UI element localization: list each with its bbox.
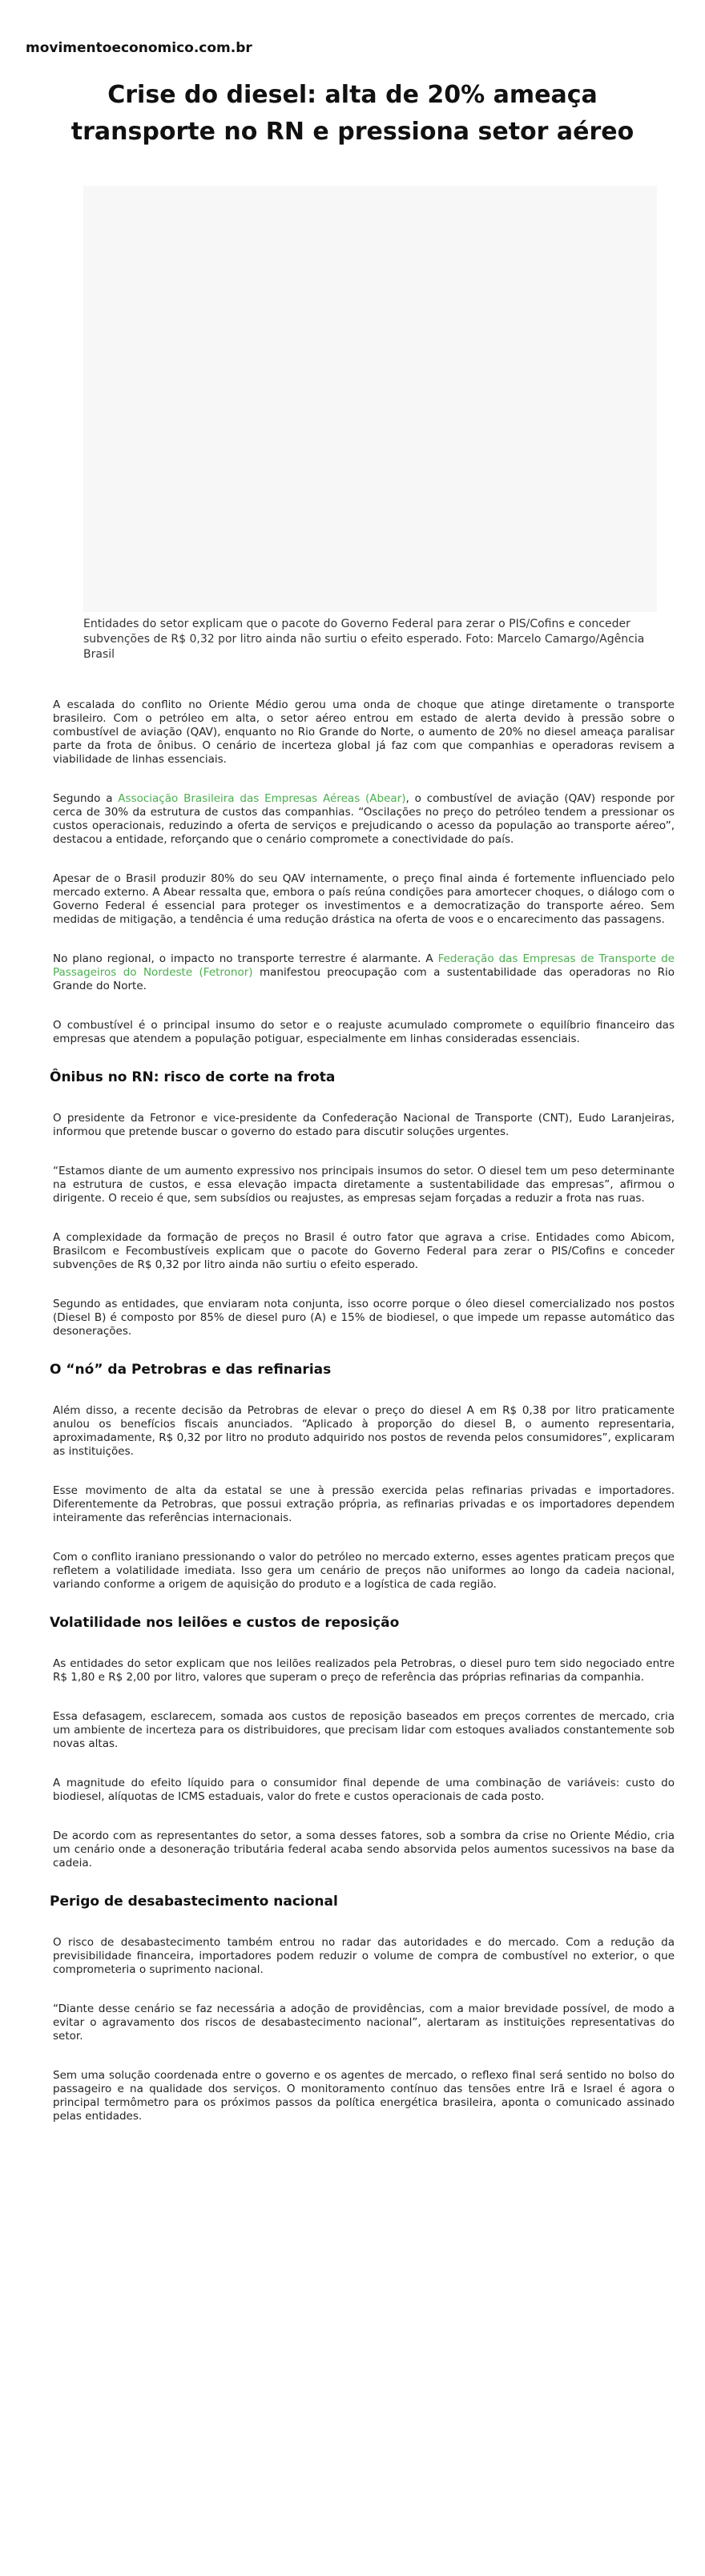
paragraph-text: Segundo a: [53, 792, 119, 805]
article-paragraph: Além disso, a recente decisão da Petrobras de elevar o preço do diesel A em R$ 0,38 por litro praticamente anulou os benefícios fiscais anunciados. “Aplicado à proporção do diesel B, o aumento representaria, aproximadamente, R$ 0,32 por litro no produto adquirido nos postos de revenda pelos consumidores”, explicaram as instituições.: [53, 1404, 675, 1458]
article-paragraph: Segundo as entidades, que enviaram nota conjunta, isso ocorre porque o óleo diesel comercializado nos postos (Diesel B) é composto por 85% de diesel puro (A) e 15% de biodiesel, o que impede um repasse automático das desonerações.: [53, 1298, 675, 1338]
section-heading: Volatilidade nos leilões e custos de reposição: [50, 1615, 400, 1631]
page-title: Crise do diesel: alta de 20% ameaça transporte no RN e pressiona setor aéreo: [70, 81, 634, 146]
abear-link[interactable]: Associação Brasileira das Empresas Aéreas (Abear): [118, 792, 406, 805]
paragraph-text: No plano regional, o impacto no transporte terrestre é alarmante. A: [53, 952, 438, 965]
section-heading: O “nó” da Petrobras e das refinarias: [50, 1362, 332, 1378]
section-heading: Perigo de desabastecimento nacional: [50, 1894, 338, 1910]
article-paragraph: De acordo com as representantes do setor, a soma desses fatores, sob a sombra da crise no Oriente Médio, cria um cenário onde a desoneração tributária federal acaba sendo absorvida pelos aumentos sucessivos na base da cadeia.: [53, 1829, 675, 1870]
article-paragraph: Esse movimento de alta da estatal se une à pressão exercida pelas refinarias privadas e importadores. Diferentemente da Petrobras, que possui extração própria, as refinarias privadas e os importadores dependem inteiramente das referências internacionais.: [53, 1484, 675, 1524]
paragraph-text: manifestou preocupação com a sustentabilidade das operadoras no Rio Grande do Norte.: [53, 966, 675, 992]
article-paragraph: “Estamos diante de um aumento expressivo nos principais insumos do setor. O diesel tem um peso determinante na estrutura de custos, e essa elevação impacta diretamente a sustentabilidade das empresas”, afirmou o dirigente. O receio é que, sem subsídios ou reajustes, as empresas sejam forçadas a reduzir a frota nas ruas.: [53, 1165, 675, 1205]
article-body: [50, 671, 675, 2123]
article-paragraph: [53, 792, 675, 847]
image-caption: Entidades do setor explicam que o pacote do Governo Federal para zerar o PIS/Cofins e conceder subvenções de R$ 0,32 por litro ainda não surtiu o efeito esperado. Foto: Marcelo Camargo/Agência Brasil: [83, 618, 645, 661]
paragraph-text: , o combustível de aviação (QAV) responde por cerca de 30% da estrutura de custos das companhias. “Oscilações no preço do petróleo tendem a pressionar os custos operacionais, reduzindo a oferta de serviços e prejudicando o acesso da população ao transporte aéreo”, destacou a entidade, reforçando que o cenário compromete a conectividade do país.: [53, 792, 675, 846]
article-paragraph: Com o conflito iraniano pressionando o valor do petróleo no mercado externo, esses agentes praticam preços que refletem a volatilidade imediata. Isso gera um cenário de preços não uniformes ao longo da cadeia nacional, variando conforme a origem de aquisição do produto e a logística de cada região.: [53, 1551, 675, 1591]
article-paragraph: O risco de desabastecimento também entrou no radar das autoridades e do mercado. Com a redução da previsibilidade financeira, importadores podem reduzir o volume de compra de combustível no exterior, o que comprometeria o suprimento nacional.: [53, 1936, 675, 1976]
article-paragraph: A escalada do conflito no Oriente Médio gerou uma onda de choque que atinge diretamente o transporte brasileiro. Com o petróleo em alta, o setor aéreo entrou em estado de alerta devido à pressão sobre o combustível de aviação (QAV), enquanto no Rio Grande do Norte, o aumento de 20% no diesel ameaça paralisar parte da frota de ônibus. O cenário de incerteza global já faz com que companhias e operadoras revisem a viabilidade de linhas essenciais.: [53, 698, 675, 766]
section-heading: Ônibus no RN: risco de corte na frota: [50, 1069, 336, 1085]
article-paragraph: Apesar de o Brasil produzir 80% do seu QAV internamente, o preço final ainda é fortemente influenciado pelo mercado externo. A Abear ressalta que, embora o país reúna condições para amortecer choques, o diálogo com o Governo Federal é essencial para proteger os investimentos e a democratização do transporte aéreo. Sem medidas de mitigação, a tendência é uma redução drástica na oferta de voos e o encarecimento das passagens.: [53, 872, 675, 926]
article-paragraph: O presidente da Fetronor e vice-presidente da Confederação Nacional de Transporte (CNT), Eudo Laranjeiras, informou que pretende buscar o governo do estado para discutir soluções urgentes.: [53, 1112, 675, 1138]
fetronor-link[interactable]: Federação das Empresas de Transporte de Passageiros do Nordeste (Fetronor): [53, 952, 675, 979]
article-paragraph: A magnitude do efeito líquido para o consumidor final depende de uma combinação de variáveis: custo do biodiesel, alíquotas de ICMS estaduais, valor do frete e custos operacionais de cada posto.: [53, 1777, 675, 1803]
article-paragraph: [53, 952, 675, 993]
article-paragraph: Sem uma solução coordenada entre o governo e os agentes de mercado, o reflexo final será sentido no bolso do passageiro e na qualidade dos serviços. O monitoramento contínuo das tensões entre Irã e Israel é agora o principal termômetro para os próximos passos da política energética brasileira, aponta o comunicado assinado pelas entidades.: [53, 2069, 675, 2123]
article-paragraph: As entidades do setor explicam que nos leilões realizados pela Petrobras, o diesel puro tem sido negociado entre R$ 1,80 e R$ 2,00 por litro, valores que superam o preço de referência das próprias refinarias da companhia.: [53, 1657, 675, 1684]
site-name[interactable]: movimentoeconomico.com.br: [26, 40, 252, 56]
article-paragraph: A complexidade da formação de preços no Brasil é outro fator que agrava a crise. Entidades como Abicom, Brasilcom e Fecombustíveis explicam que o pacote do Governo Federal para zerar o PIS/Cofins e conceder subvenções de R$ 0,32 por litro ainda não surtiu o efeito esperado.: [53, 1231, 675, 1271]
article-paragraph: O combustível é o principal insumo do setor e o reajuste acumulado compromete o equilíbrio financeiro das empresas que atendem a população potiguar, especialmente em linhas consideradas essenciais.: [53, 1019, 675, 1045]
article-image: [83, 186, 657, 612]
article-paragraph: Essa defasagem, esclarecem, somada aos custos de reposição baseados em preços correntes de mercado, cria um ambiente de incerteza para os distribuidores, que precisam lidar com estoques avaliados constantemente sob novas altas.: [53, 1710, 675, 1750]
article-paragraph: “Diante desse cenário se faz necessária a adoção de providências, com a maior brevidade possível, de modo a evitar o agravamento dos riscos de desabastecimento nacional”, alertaram as instituições representativas do setor.: [53, 2002, 675, 2043]
